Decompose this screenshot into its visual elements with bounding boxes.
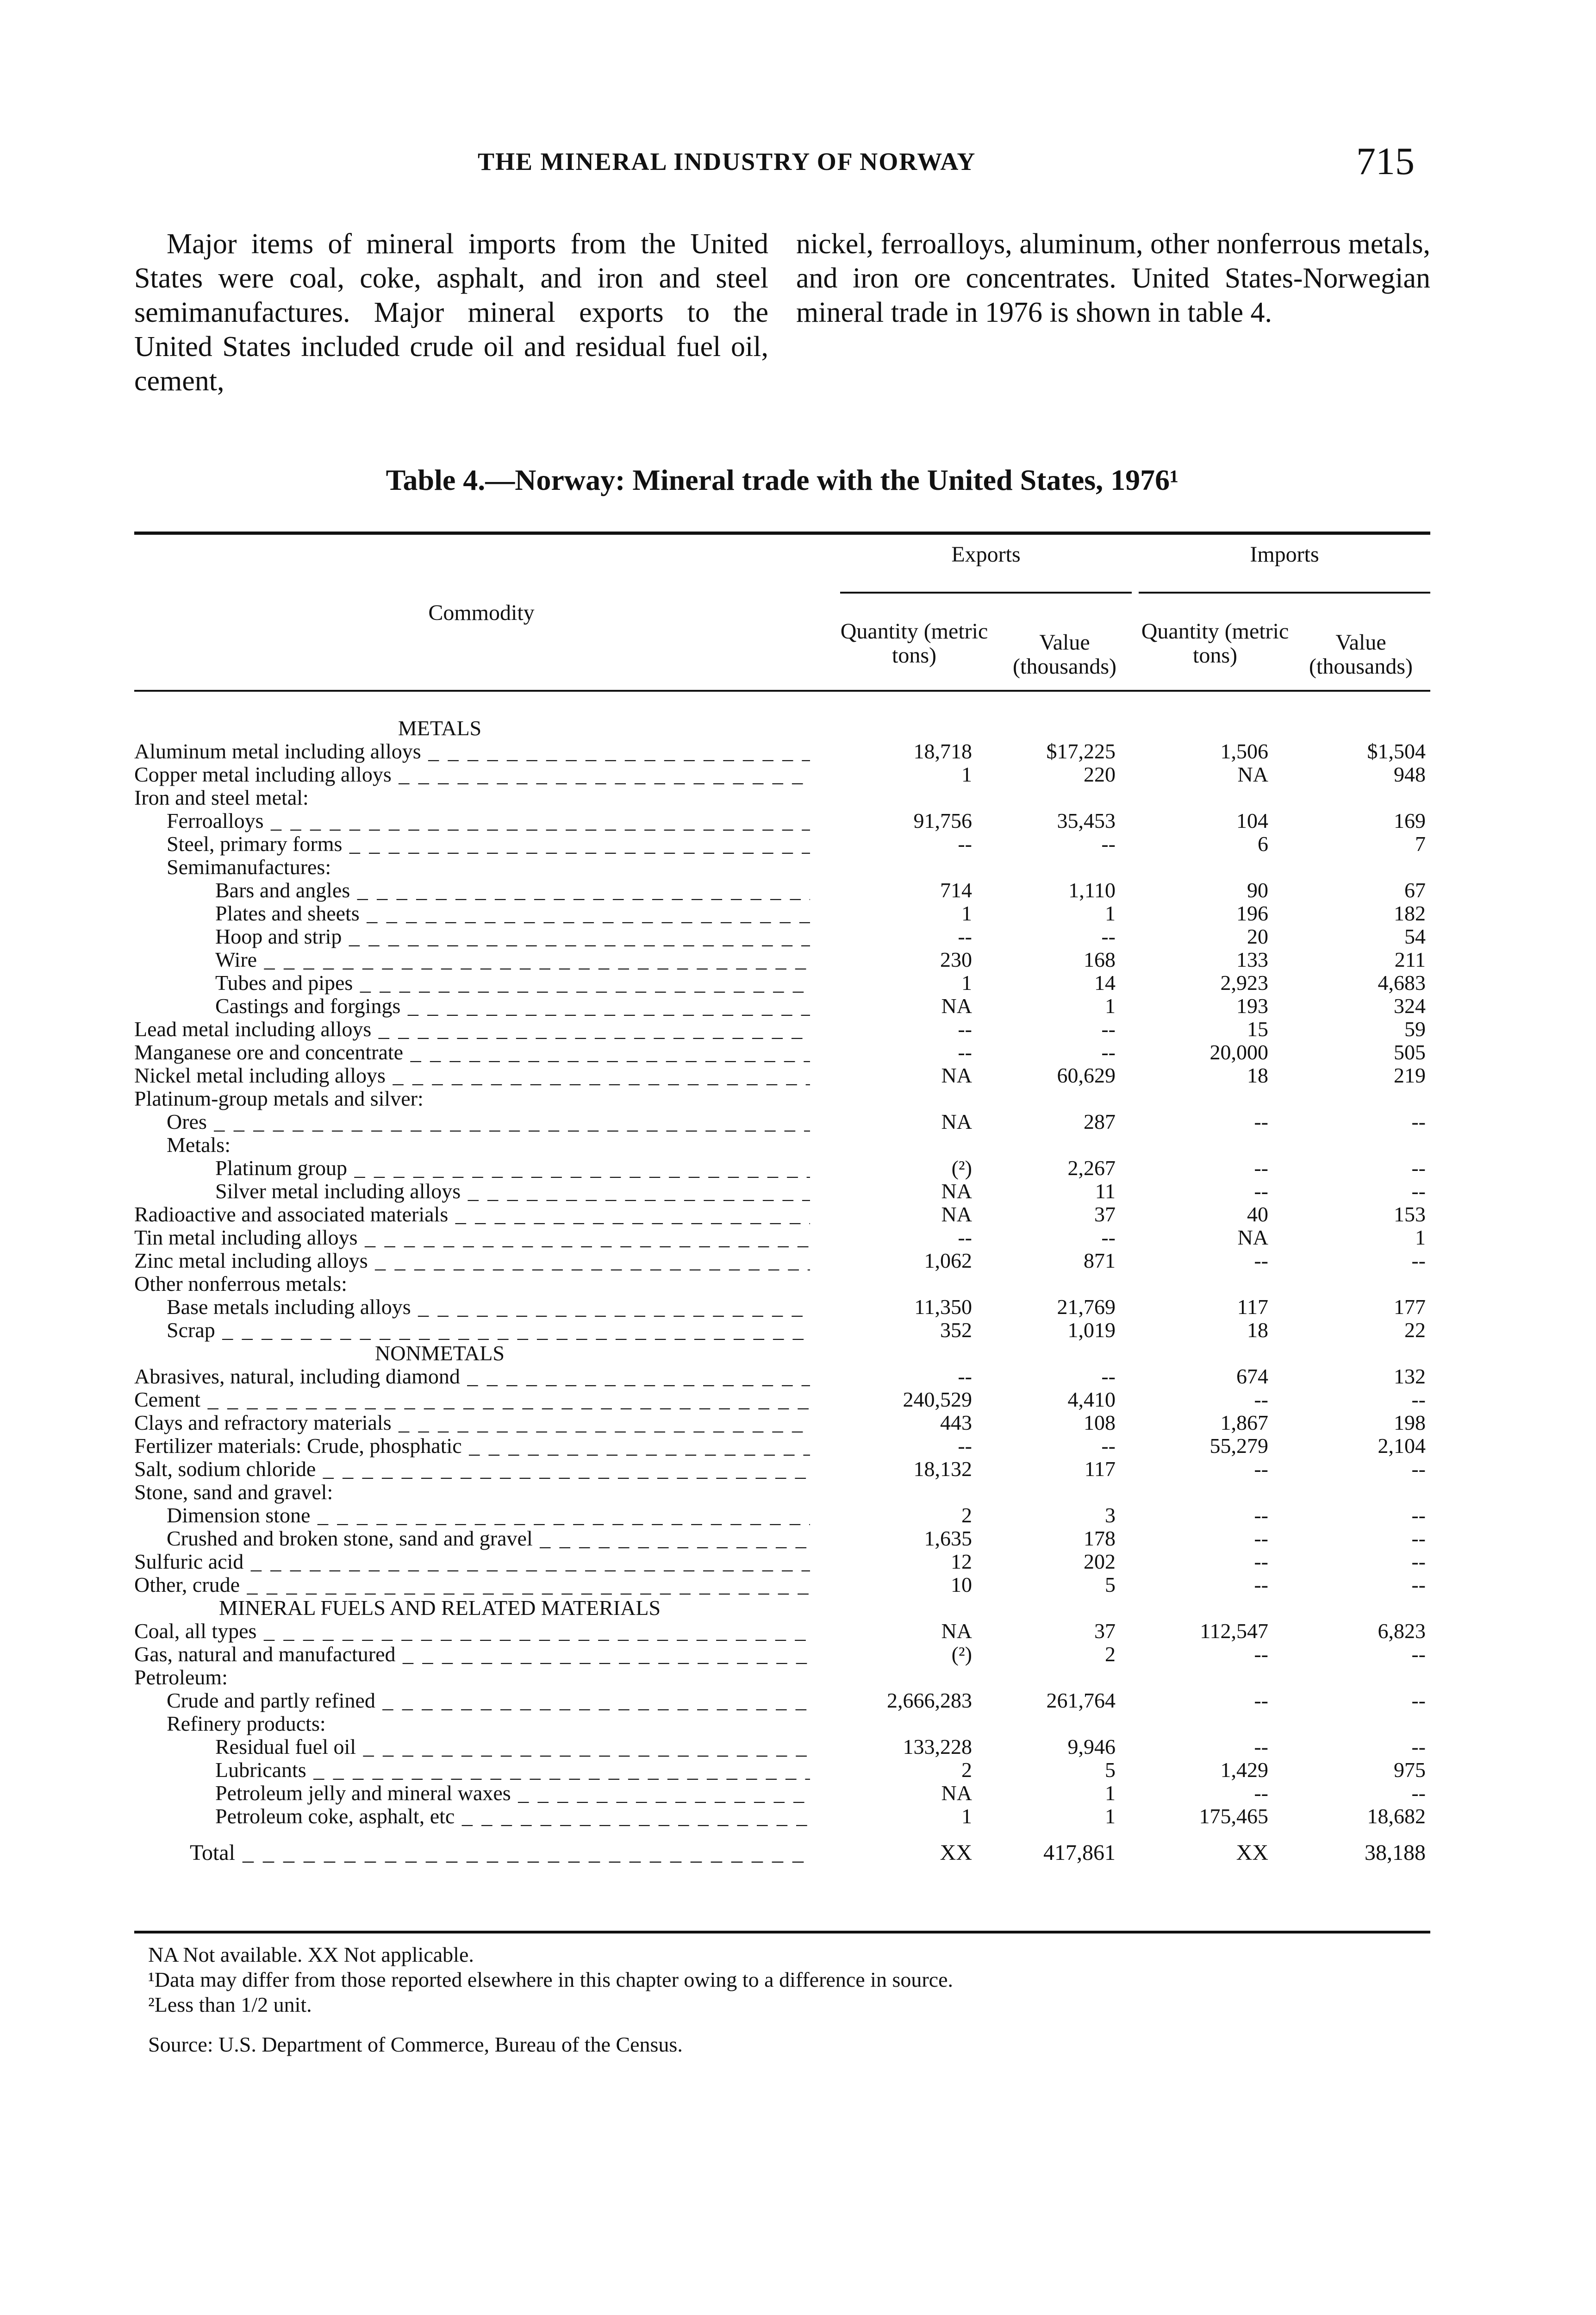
- table-row: [0, 1388, 1596, 1411]
- total-row: [0, 1838, 1596, 1868]
- imports-value-cell: 6,823: [1378, 1619, 1426, 1643]
- exports-quantity-cell: NA: [941, 1064, 972, 1087]
- imports-value-cell: --: [1411, 1249, 1426, 1272]
- page-number: 715: [1356, 140, 1415, 183]
- exports-value-cell: --: [1101, 1040, 1116, 1064]
- exports-value-cell: 1: [1105, 994, 1116, 1018]
- imports-quantity-cell: --: [1254, 1735, 1268, 1758]
- exports-quantity-cell: 1: [961, 763, 972, 786]
- exports-value-cell: 14: [1094, 971, 1116, 995]
- commodity-label: Wire _ _ _: [134, 948, 810, 971]
- commodity-label: Dimension stone _ _ _: [134, 1504, 810, 1527]
- imports-value-cell: 948: [1394, 763, 1426, 786]
- running-head: THE MINERAL INDUSTRY OF NORWAY: [478, 148, 976, 175]
- imports-value-cell: 4,683: [1378, 971, 1426, 995]
- imports-value-header: Value (thousands): [1309, 630, 1413, 679]
- commodity-label: Ferroalloys _ _ _: [134, 809, 810, 832]
- table-row: [0, 879, 1596, 902]
- commodity-label: Refinery products:: [167, 1712, 326, 1735]
- imports-value-cell: --: [1411, 1573, 1426, 1596]
- imports-value-cell: 211: [1394, 948, 1426, 971]
- commodity-label: Castings and forgings _ _ _: [134, 995, 810, 1018]
- exports-quantity-cell: 240,529: [903, 1388, 972, 1411]
- imports-quantity-cell: 55,279: [1209, 1434, 1268, 1458]
- commodity-label: Scrap _ _ _: [134, 1319, 810, 1342]
- imports-value-cell: 54: [1404, 925, 1426, 948]
- table-notes: [148, 1942, 1398, 2057]
- imports-value-cell: --: [1411, 1156, 1426, 1180]
- imports-value-cell: --: [1411, 1689, 1426, 1712]
- imports-quantity-cell: 112,547: [1200, 1619, 1268, 1643]
- table-row: [0, 1458, 1596, 1481]
- exports-quantity-cell: 230: [940, 948, 972, 971]
- commodity-label: Stone, sand and gravel:: [134, 1481, 333, 1504]
- imports-quantity-cell: 674: [1236, 1364, 1268, 1388]
- table-row: [0, 1110, 1596, 1133]
- exports-quantity-cell: 1: [961, 971, 972, 995]
- imports-quantity-cell: 20,000: [1209, 1040, 1268, 1064]
- commodity-label: Manganese ore and concentrate _ _ _: [134, 1041, 810, 1064]
- exports-quantity-cell: --: [958, 1226, 972, 1249]
- table-row: [0, 1157, 1596, 1180]
- imports-quantity-cell: --: [1254, 1503, 1268, 1527]
- commodity-label: Salt, sodium chloride _ _ _: [134, 1458, 810, 1481]
- exports-value-cell: 11: [1095, 1179, 1116, 1203]
- imports-quantity-cell: NA: [1237, 763, 1268, 786]
- imports-quantity-cell: --: [1254, 1550, 1268, 1573]
- commodity-label: Bars and angles _ _ _: [134, 879, 810, 902]
- table-row: [0, 1180, 1596, 1203]
- exports-value-cell: 4,410: [1067, 1388, 1116, 1411]
- table-body: [0, 717, 1596, 1868]
- exports-quantity-cell: 1: [961, 901, 972, 925]
- imports-value-cell: --: [1411, 1642, 1426, 1666]
- exports-value-cell: 261,764: [1046, 1689, 1116, 1712]
- exports-quantity-cell: --: [958, 925, 972, 948]
- commodity-label: Petroleum jelly and mineral waxes _ _ _: [134, 1782, 810, 1805]
- exports-quantity-cell: (²): [951, 1642, 972, 1666]
- table-row: [0, 1041, 1596, 1064]
- commodity-label: Metals:: [167, 1133, 231, 1157]
- exports-quantity-cell: NA: [941, 1179, 972, 1203]
- imports-value-cell: 975: [1394, 1758, 1426, 1782]
- commodity-label: Steel, primary forms _ _ _: [134, 832, 810, 856]
- table-row: [0, 1481, 1596, 1504]
- imports-quantity-cell: --: [1254, 1156, 1268, 1180]
- table-row: [0, 1319, 1596, 1342]
- exports-quantity-cell: NA: [941, 1110, 972, 1133]
- commodity-label: Cement _ _ _: [134, 1388, 810, 1411]
- table-row: [0, 1411, 1596, 1434]
- exports-value-cell: 1: [1105, 901, 1116, 925]
- footnote-2: ²Less than 1/2 unit.: [148, 1993, 312, 2016]
- exports-quantity-cell: 91,756: [913, 809, 972, 832]
- commodity-label: Petroleum:: [134, 1666, 228, 1689]
- commodity-label: Aluminum metal including alloys _ _ _: [134, 740, 810, 763]
- table-row: [0, 1782, 1596, 1805]
- commodity-label: Gas, natural and manufactured _ _ _: [134, 1643, 810, 1666]
- note-abbreviations: NA Not available. XX Not applicable.: [148, 1943, 474, 1966]
- table-row: [0, 925, 1596, 948]
- imports-quantity-cell: --: [1254, 1249, 1268, 1272]
- total-exports-value: 417,861: [1043, 1840, 1116, 1865]
- exports-value-cell: $17,225: [1046, 739, 1116, 763]
- table-row: [0, 1504, 1596, 1527]
- imports-quantity-cell: --: [1254, 1642, 1268, 1666]
- imports-header: Imports: [1250, 542, 1319, 567]
- table-row: [0, 1620, 1596, 1643]
- table-row: [0, 786, 1596, 809]
- exports-quantity-cell: 352: [940, 1318, 972, 1342]
- exports-quantity-cell: NA: [941, 1619, 972, 1643]
- exports-quantity-cell: 1: [961, 1804, 972, 1828]
- imports-quantity-cell: 18: [1247, 1318, 1268, 1342]
- exports-value-cell: 1,019: [1067, 1318, 1116, 1342]
- imports-value-cell: 1: [1415, 1226, 1426, 1249]
- table-row: [0, 740, 1596, 763]
- exports-quantity-cell: 18,132: [913, 1457, 972, 1481]
- imports-quantity-cell: 18: [1247, 1064, 1268, 1087]
- table-row: [0, 1643, 1596, 1666]
- exports-quantity-cell: --: [958, 1040, 972, 1064]
- exports-value-cell: 1: [1105, 1781, 1116, 1805]
- exports-value-cell: 2,267: [1067, 1156, 1116, 1180]
- imports-value-cell: --: [1411, 1179, 1426, 1203]
- exports-rule: [840, 592, 1132, 594]
- imports-quantity-cell: --: [1254, 1573, 1268, 1596]
- table-row: [0, 763, 1596, 786]
- commodity-label: Plates and sheets _ _ _: [134, 902, 810, 925]
- table-row: [0, 1805, 1596, 1828]
- exports-value-cell: 60,629: [1057, 1064, 1116, 1087]
- table-title: Table 4.—Norway: Mineral trade with the United States, 1976¹: [386, 463, 1179, 496]
- imports-quantity-header: Quantity (metric tons): [1141, 619, 1289, 668]
- table-top-rule: [134, 532, 1430, 535]
- imports-value-cell: 182: [1394, 901, 1426, 925]
- commodity-header: Commodity: [428, 601, 535, 625]
- exports-quantity-cell: 18,718: [913, 739, 972, 763]
- imports-value-cell: 505: [1394, 1040, 1426, 1064]
- imports-value-cell: 22: [1404, 1318, 1426, 1342]
- imports-quantity-cell: 6: [1258, 832, 1268, 856]
- imports-quantity-cell: 1,429: [1220, 1758, 1268, 1782]
- imports-quantity-cell: --: [1254, 1110, 1268, 1133]
- commodity-label: Zinc metal including alloys _ _ _: [134, 1249, 810, 1272]
- imports-quantity-cell: 133: [1236, 948, 1268, 971]
- commodity-label: Clays and refractory materials _ _ _: [134, 1411, 810, 1434]
- exports-value-cell: 1: [1105, 1804, 1116, 1828]
- exports-quantity-cell: 2: [961, 1758, 972, 1782]
- exports-quantity-cell: --: [958, 1364, 972, 1388]
- imports-value-cell: 132: [1394, 1364, 1426, 1388]
- commodity-label: Tubes and pipes _ _ _: [134, 971, 810, 995]
- exports-header: Exports: [951, 542, 1021, 567]
- imports-value-cell: --: [1411, 1457, 1426, 1481]
- commodity-label: Lead metal including alloys _ _ _: [134, 1018, 810, 1041]
- imports-quantity-cell: 104: [1236, 809, 1268, 832]
- imports-quantity-cell: NA: [1237, 1226, 1268, 1249]
- section-heading: [0, 1596, 1596, 1620]
- exports-value-cell: 9,946: [1067, 1735, 1116, 1758]
- table-row: [0, 1365, 1596, 1388]
- exports-quantity-cell: --: [958, 1434, 972, 1458]
- footnote-1: ¹Data may differ from those reported elsewhere in this chapter owing to a difference in source.: [148, 1968, 953, 1991]
- imports-value-cell: --: [1411, 1550, 1426, 1573]
- exports-value-cell: 287: [1084, 1110, 1116, 1133]
- table-row: [0, 948, 1596, 971]
- table-row: [0, 1550, 1596, 1573]
- commodity-label: Silver metal including alloys _ _ _: [134, 1180, 810, 1203]
- exports-value-cell: --: [1101, 1017, 1116, 1041]
- exports-value-cell: 202: [1084, 1550, 1116, 1573]
- table-row: [0, 971, 1596, 995]
- exports-value-cell: 117: [1084, 1457, 1116, 1481]
- imports-quantity-cell: 90: [1247, 878, 1268, 902]
- commodity-label: Copper metal including alloys _ _ _: [134, 763, 810, 786]
- exports-quantity-cell: --: [958, 832, 972, 856]
- source-note: Source: U.S. Department of Commerce, Bureau of the Census.: [148, 2033, 683, 2056]
- intro-paragraph-left: Major items of mineral imports from the United States were coal, coke, asphalt, and iron and steel semimanufactures. Major mineral exports to the United States included crude oil and residual fuel oil, cement,: [134, 228, 768, 397]
- table-row: [0, 1203, 1596, 1226]
- table-row: [0, 809, 1596, 832]
- exports-value-cell: 1,110: [1068, 878, 1116, 902]
- exports-value-cell: 21,769: [1057, 1295, 1116, 1319]
- imports-value-cell: 169: [1394, 809, 1426, 832]
- total-label: Total _ _ _: [134, 1838, 810, 1868]
- imports-quantity-cell: 117: [1237, 1295, 1268, 1319]
- commodity-label: Crushed and broken stone, sand and gravel _ _ _: [134, 1527, 810, 1550]
- exports-value-cell: 108: [1084, 1411, 1116, 1434]
- exports-value-cell: 5: [1105, 1573, 1116, 1596]
- exports-value-cell: --: [1101, 1226, 1116, 1249]
- table-row: [0, 1133, 1596, 1157]
- commodity-label: Petroleum coke, asphalt, etc _ _ _: [134, 1805, 810, 1828]
- table-row: [0, 1064, 1596, 1087]
- commodity-label: Fertilizer materials: Crude, phosphatic _ _ _: [134, 1434, 810, 1458]
- exports-quantity-cell: 714: [940, 878, 972, 902]
- imports-quantity-cell: 1,506: [1220, 739, 1268, 763]
- imports-quantity-cell: --: [1254, 1457, 1268, 1481]
- imports-quantity-cell: 2,923: [1220, 971, 1268, 995]
- section-heading: [0, 717, 1596, 740]
- exports-value-cell: 5: [1105, 1758, 1116, 1782]
- table-row: [0, 1735, 1596, 1758]
- imports-value-cell: 18,682: [1367, 1804, 1426, 1828]
- imports-quantity-cell: 15: [1247, 1017, 1268, 1041]
- imports-quantity-cell: 20: [1247, 925, 1268, 948]
- imports-quantity-cell: 175,465: [1199, 1804, 1268, 1828]
- exports-value-cell: 37: [1094, 1619, 1116, 1643]
- total-exports-quantity: XX: [940, 1840, 972, 1865]
- exports-value-cell: 168: [1084, 948, 1116, 971]
- table-row: [0, 1712, 1596, 1735]
- imports-value-cell: $1,504: [1367, 739, 1426, 763]
- total-imports-value: 38,188: [1365, 1840, 1426, 1865]
- imports-quantity-cell: 40: [1247, 1202, 1268, 1226]
- exports-quantity-cell: NA: [941, 1781, 972, 1805]
- imports-value-cell: 67: [1404, 878, 1426, 902]
- imports-value-cell: 177: [1394, 1295, 1426, 1319]
- exports-value-cell: 35,453: [1057, 809, 1116, 832]
- commodity-label: Coal, all types _ _ _: [134, 1620, 810, 1643]
- exports-quantity-cell: 10: [951, 1573, 972, 1596]
- table-row: [0, 1573, 1596, 1596]
- imports-value-cell: 198: [1394, 1411, 1426, 1434]
- imports-quantity-cell: --: [1254, 1388, 1268, 1411]
- imports-quantity-cell: 193: [1236, 994, 1268, 1018]
- imports-quantity-cell: 196: [1236, 901, 1268, 925]
- exports-quantity-cell: (²): [951, 1156, 972, 1180]
- table-row: [0, 856, 1596, 879]
- commodity-label: Nickel metal including alloys _ _ _: [134, 1064, 810, 1087]
- commodity-label: Ores _ _ _: [134, 1110, 810, 1133]
- table-bottom-rule: [134, 1931, 1430, 1933]
- exports-quantity-header: Quantity (metric tons): [840, 619, 988, 668]
- exports-quantity-cell: --: [958, 1017, 972, 1041]
- imports-value-cell: --: [1411, 1735, 1426, 1758]
- section-label: MINERAL FUELS AND RELATED MATERIALS: [218, 1596, 661, 1620]
- imports-value-cell: --: [1411, 1110, 1426, 1133]
- exports-quantity-cell: 1,062: [924, 1249, 972, 1272]
- table-row: [0, 1689, 1596, 1712]
- imports-value-cell: --: [1411, 1388, 1426, 1411]
- imports-quantity-cell: 1,867: [1220, 1411, 1268, 1434]
- commodity-label: Base metals including alloys _ _ _: [134, 1295, 810, 1319]
- exports-quantity-cell: NA: [941, 1202, 972, 1226]
- table-row: [0, 1295, 1596, 1319]
- table-row: [0, 1527, 1596, 1550]
- table-row: [0, 1018, 1596, 1041]
- commodity-label: Hoop and strip _ _ _: [134, 925, 810, 948]
- imports-rule: [1139, 592, 1430, 594]
- table-row: [0, 1758, 1596, 1782]
- commodity-label: Abrasives, natural, including diamond _ _ _: [134, 1365, 810, 1388]
- section-label: NONMETALS: [375, 1342, 505, 1365]
- imports-quantity-cell: --: [1254, 1689, 1268, 1712]
- commodity-label: Residual fuel oil _ _ _: [134, 1735, 810, 1758]
- exports-value-header: Value (thousands): [1013, 630, 1116, 679]
- exports-quantity-cell: 2,666,283: [887, 1689, 972, 1712]
- commodity-label: Tin metal including alloys _ _ _: [134, 1226, 810, 1249]
- commodity-label: Semimanufactures:: [167, 856, 331, 879]
- exports-value-cell: 178: [1084, 1527, 1116, 1550]
- imports-value-cell: 2,104: [1378, 1434, 1426, 1458]
- commodity-label: Platinum-group metals and silver:: [134, 1087, 424, 1110]
- commodity-label: Radioactive and associated materials _ _ _: [134, 1203, 810, 1226]
- exports-quantity-cell: 1,635: [924, 1527, 972, 1550]
- table-row: [0, 1249, 1596, 1272]
- exports-value-cell: 3: [1105, 1503, 1116, 1527]
- exports-value-cell: 871: [1084, 1249, 1116, 1272]
- exports-value-cell: --: [1101, 1434, 1116, 1458]
- header-bottom-rule: [134, 690, 1430, 692]
- table-row: [0, 832, 1596, 856]
- section-label: METALS: [398, 717, 482, 740]
- table-row: [0, 1666, 1596, 1689]
- exports-value-cell: 37: [1094, 1202, 1116, 1226]
- commodity-label: Crude and partly refined _ _ _: [134, 1689, 810, 1712]
- commodity-label: Platinum group _ _ _: [134, 1157, 810, 1180]
- exports-value-cell: --: [1101, 1364, 1116, 1388]
- imports-value-cell: 7: [1415, 832, 1426, 856]
- commodity-label: Other, crude _ _ _: [134, 1573, 810, 1596]
- total-imports-quantity: XX: [1236, 1840, 1268, 1865]
- exports-value-cell: --: [1101, 925, 1116, 948]
- exports-quantity-cell: NA: [941, 994, 972, 1018]
- commodity-label: Other nonferrous metals:: [134, 1272, 347, 1295]
- exports-quantity-cell: 2: [961, 1503, 972, 1527]
- imports-value-cell: --: [1411, 1781, 1426, 1805]
- imports-quantity-cell: --: [1254, 1781, 1268, 1805]
- exports-value-cell: 220: [1084, 763, 1116, 786]
- commodity-label: Iron and steel metal:: [134, 786, 309, 809]
- exports-value-cell: --: [1101, 832, 1116, 856]
- imports-value-cell: 153: [1394, 1202, 1426, 1226]
- table-row: [0, 1226, 1596, 1249]
- section-heading: [0, 1342, 1596, 1365]
- imports-value-cell: --: [1411, 1503, 1426, 1527]
- table-row: [0, 1434, 1596, 1458]
- imports-value-cell: 219: [1394, 1064, 1426, 1087]
- imports-value-cell: 324: [1394, 994, 1426, 1018]
- exports-quantity-cell: 133,228: [903, 1735, 972, 1758]
- table-row: [0, 1272, 1596, 1295]
- table-row: [0, 902, 1596, 925]
- imports-quantity-cell: --: [1254, 1527, 1268, 1550]
- exports-quantity-cell: 12: [951, 1550, 972, 1573]
- commodity-label: Lubricants _ _ _: [134, 1758, 810, 1782]
- intro-paragraph-right: nickel, ferroalloys, aluminum, other nonferrous metals, and iron ore concentrates. United States-Norwegian mineral trade in 1976 is shown in table 4.: [796, 228, 1430, 328]
- exports-value-cell: 2: [1105, 1642, 1116, 1666]
- imports-value-cell: --: [1411, 1527, 1426, 1550]
- imports-value-cell: 59: [1404, 1017, 1426, 1041]
- exports-quantity-cell: 11,350: [914, 1295, 972, 1319]
- commodity-label: Sulfuric acid _ _ _: [134, 1550, 810, 1573]
- imports-quantity-cell: --: [1254, 1179, 1268, 1203]
- exports-quantity-cell: 443: [940, 1411, 972, 1434]
- table-row: [0, 995, 1596, 1018]
- table-row: [0, 1087, 1596, 1110]
